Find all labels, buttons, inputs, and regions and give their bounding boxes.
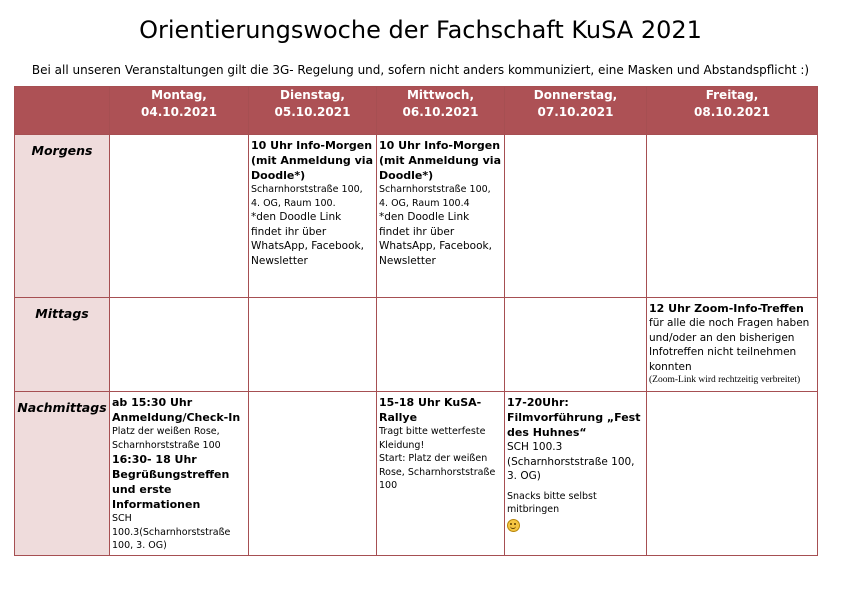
header-corner [15,87,110,135]
cell-nachmittags-freitag [647,392,818,556]
row-label-morgens: Morgens [15,135,110,298]
cell-morgens-mittwoch: 10 Uhr Info-Morgen (mit Anmeldung via Doodle*) Scharnhorststraße 100, 4. OG, Raum 100.4 *den Doodle Link findet ihr über WhatsApp, Facebook, Newsletter [377,135,505,298]
cell-mittags-dienstag [249,298,377,392]
cell-morgens-dienstag: 10 Uhr Info-Morgen (mit Anmeldung via Doodle*) Scharnhorststraße 100, 4. OG, Raum 100. *den Doodle Link findet ihr über WhatsApp, Facebook, Newsletter [249,135,377,298]
cell-nachmittags-dienstag [249,392,377,556]
cell-nachmittags-donnerstag: 17-20Uhr: Filmvorführung „Fest des Huhnes“ SCH 100.3 (Scharnhorststraße 100, 3. OG) Snacks bitte selbst mitbringen [505,392,647,556]
smiley-icon [507,519,520,532]
row-label-nachmittags: Nachmittags [15,392,110,556]
header-mittwoch: Mittwoch, 06.10.2021 [377,87,505,135]
schedule-table [14,86,818,556]
row-nachmittags [15,392,818,556]
header-montag: Montag, 04.10.2021 [110,87,249,135]
page-subtitle: Bei all unseren Veranstaltungen gilt die 3G- Regelung und, sofern nicht anders kommuniziert, eine Masken und Abstandspflicht :) [31,63,810,77]
row-mittags [15,298,818,392]
cell-mittags-montag [110,298,249,392]
cell-mittags-freitag: 12 Uhr Zoom-Info-Treffen für alle die noch Fragen haben und/oder an den bisherigen Infotreffen nicht teilnehmen konnten (Zoom-Link wird rechtzeitig verbreitet) [647,298,818,392]
row-morgens [15,135,818,298]
header-row [15,87,818,135]
cell-nachmittags-montag: ab 15:30 Uhr Anmeldung/Check-In Platz der weißen Rose, Scharnhorststraße 100 16:30- 18 Uhr Begrüßungstreffen und erste Informationen SCH 100.3(Scharnhorststraße 100, 3. OG) [110,392,249,556]
header-freitag: Freitag, 08.10.2021 [647,87,818,135]
cell-morgens-montag [110,135,249,298]
page-title: Orientierungswoche der Fachschaft KuSA 2021 [139,16,702,44]
cell-morgens-freitag [647,135,818,298]
row-label-mittags: Mittags [15,298,110,392]
header-dienstag: Dienstag, 05.10.2021 [249,87,377,135]
header-donnerstag: Donnerstag, 07.10.2021 [505,87,647,135]
cell-mittags-donnerstag [505,298,647,392]
cell-morgens-donnerstag [505,135,647,298]
cell-nachmittags-mittwoch: 15-18 Uhr KuSA-Rallye Tragt bitte wetterfeste Kleidung! Start: Platz der weißen Rose, Scharnhorststraße 100 [377,392,505,556]
cell-mittags-mittwoch [377,298,505,392]
